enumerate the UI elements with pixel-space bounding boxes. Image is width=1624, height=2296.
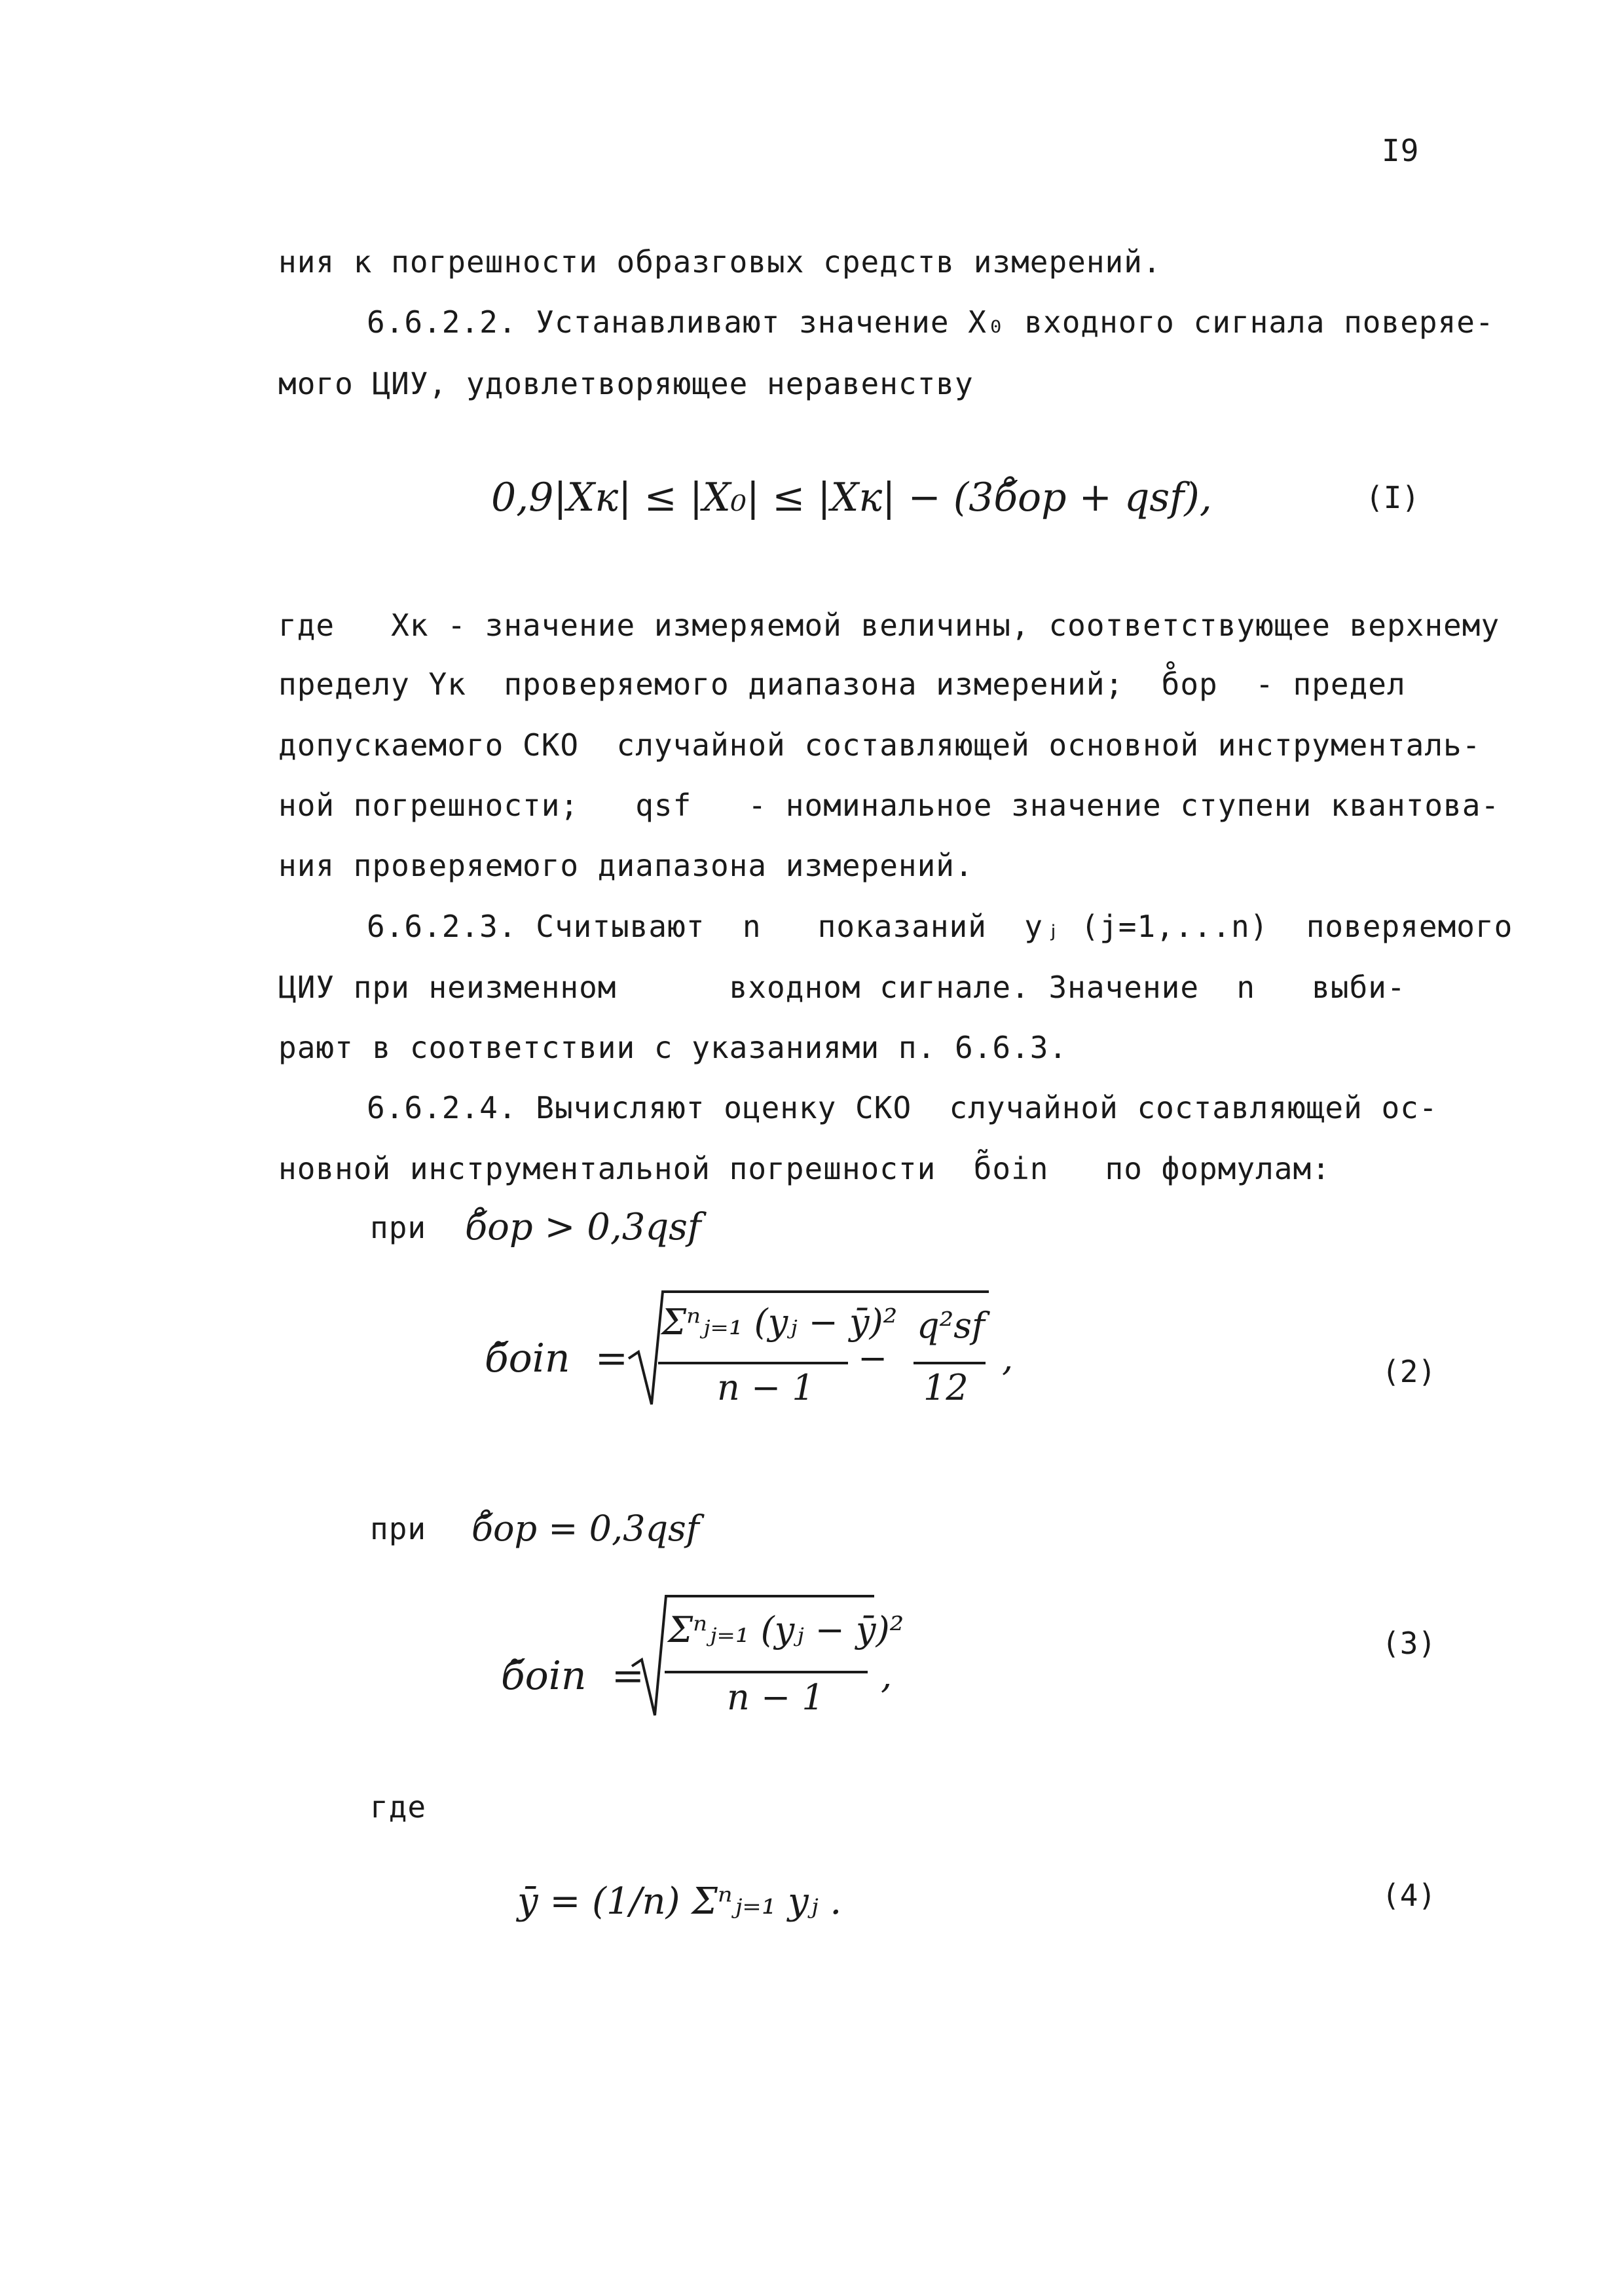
equation-number-2: (2): [1382, 1354, 1437, 1389]
paragraph-6-6-2-2-line1: 6.6.2.2. Устанавливают значение X₀ входного сигнала поверяе-: [367, 304, 1494, 340]
paragraph-6-6-2-3-line2: ЦИУ при неизменном входном сигнале. Значение n выби-: [278, 970, 1406, 1005]
paragraph-6-6-2-3-line3: рают в соответствии с указаниями п. 6.6.3.: [278, 1030, 1068, 1065]
condition-1: б̊ор > 0,3qsf: [465, 1206, 701, 1248]
text-line-1: ния к погрешности образговых средств измерений.: [278, 244, 1162, 280]
formula-3-comma: ,: [881, 1655, 893, 1696]
definitions-line3: допускаемого СКО случайной составляющей основной инструменталь-: [278, 727, 1481, 763]
formula-2-lhs: б̃оin =: [485, 1336, 628, 1381]
formula-3-numerator: Σⁿⱼ₌₁ (yⱼ − ȳ)²: [668, 1609, 904, 1650]
definitions-line4: ной погрешности; qsf - номинальное значение ступени квантова-: [278, 788, 1500, 823]
definitions-line5: ния проверяемого диапазона измерений.: [278, 848, 974, 883]
formula-3-denominator: n − 1: [727, 1677, 824, 1718]
minus-sign: −: [858, 1338, 888, 1379]
formula-2-comma: ,: [1002, 1338, 1014, 1379]
equation-number-1: (I): [1365, 480, 1420, 515]
paragraph-6-6-2-4-line1: 6.6.2.4. Вычисляют оценку СКО случайной составляющей ос-: [367, 1090, 1438, 1125]
fraction-bar-2b: [913, 1362, 986, 1364]
equation-number-3: (3): [1382, 1626, 1437, 1661]
formula-2-q-term: q²sf: [917, 1305, 985, 1346]
paragraph-6-6-2-3-line1: 6.6.2.3. Считывают n показаний yⱼ (j=1,...n) поверяемого: [367, 909, 1513, 944]
condition-label-2: при: [370, 1511, 427, 1546]
fraction-bar-2a: [658, 1362, 848, 1364]
formula-3-lhs: б̃оin =: [501, 1653, 644, 1699]
condition-label-1: при: [370, 1210, 427, 1245]
condition-2: б̊ор = 0,3qsf: [471, 1508, 699, 1549]
formula-2-numerator: Σⁿⱼ₌₁ (yⱼ − ȳ)²: [661, 1302, 898, 1343]
paragraph-6-6-2-4-line2: новной инструментальной погрешности б̃оin по формулам:: [278, 1151, 1331, 1186]
page-number: I9: [1382, 133, 1420, 168]
definitions-line1: где Xк - значение измеряемой величины, соответствующее верхнему: [278, 608, 1500, 643]
definitions-line2: пределу Yк проверяемого диапазона измерений; б̊ор - предел: [278, 666, 1406, 702]
formula-2-denominator: n − 1: [717, 1367, 815, 1408]
where-label: где: [370, 1789, 427, 1825]
paragraph-6-6-2-2-line2: мого ЦИУ, удовлетворяющее неравенству: [278, 366, 974, 401]
formula-1: 0,9|Xк| ≤ |X₀| ≤ |Xк| − (3б̊ор + qsf),: [491, 475, 1212, 520]
fraction-bar-3: [665, 1671, 868, 1673]
equation-number-4: (4): [1382, 1878, 1437, 1913]
formula-2-twelve: 12: [923, 1367, 969, 1408]
formula-4: ȳ = (1/n) Σⁿⱼ₌₁ yⱼ .: [517, 1880, 842, 1923]
